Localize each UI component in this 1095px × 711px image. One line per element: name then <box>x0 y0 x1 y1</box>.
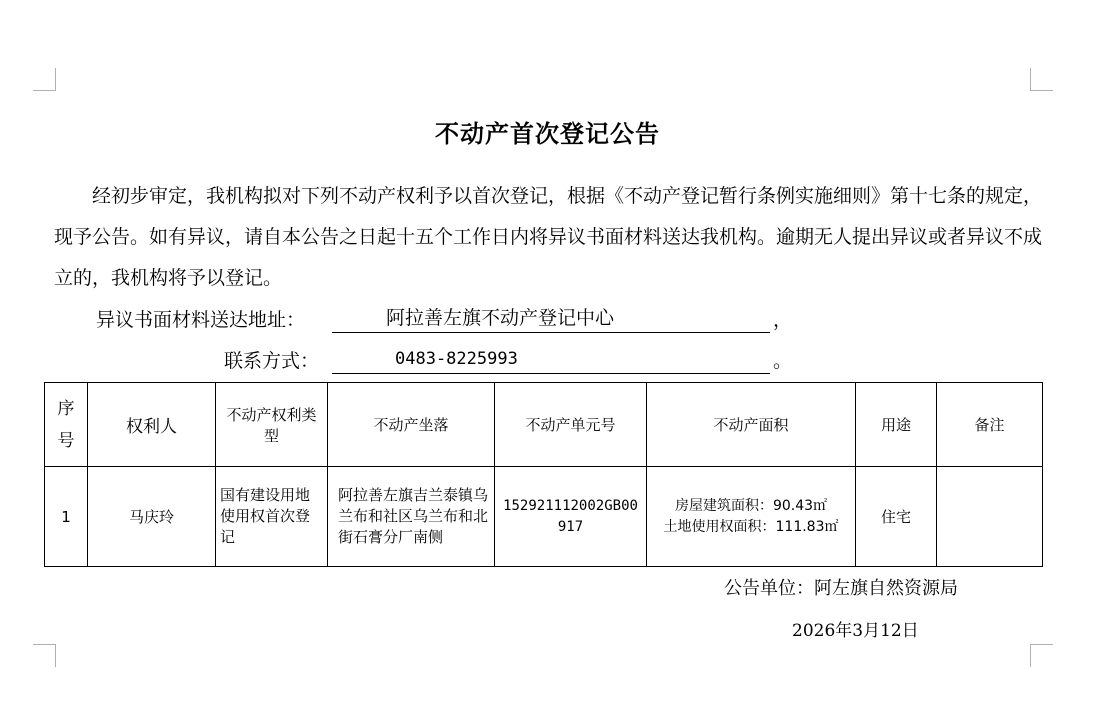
page-corner-mark-top-right <box>1030 68 1053 91</box>
address-row <box>54 305 814 335</box>
intro-paragraph: 经初步审定，我机构拟对下列不动产权利予以首次登记，根据《不动产登记暂行条例实施细则》第十七条的规定，现予公告。如有异议，请自本公告之日起十五个工作日内将异议书面材料送达我机构。逾期无人提出异议或者异议不成立的，我机构将予以登记。 <box>54 185 1043 289</box>
document-title: 不动产首次登记公告 <box>435 119 660 148</box>
address-value: 阿拉善左旗不动产登记中心 <box>386 307 615 329</box>
page-corner-mark-bottom-right <box>1030 644 1053 667</box>
table-row <box>45 467 1043 567</box>
table-header-row <box>45 383 1043 467</box>
address-punctuation: ， <box>773 309 793 331</box>
contact-value-line <box>332 346 770 374</box>
issue-date: 2026年3月12日 <box>792 621 919 641</box>
contact-row <box>54 346 814 376</box>
cell-usage: 住宅 <box>856 467 937 567</box>
header-location: 不动产坐落 <box>328 383 495 467</box>
page-corner-mark-top-left <box>33 68 56 91</box>
cell-seq: 1 <box>45 467 88 567</box>
header-right-type: 不动产权利类型 <box>216 383 328 467</box>
cell-holder: 马庆玲 <box>88 467 216 567</box>
cell-area-land: 土地使用权面积：111.83㎡ <box>663 518 839 535</box>
header-remark: 备注 <box>937 383 1043 467</box>
cell-location: 阿拉善左旗吉兰泰镇乌兰布和社区乌兰布和北街石膏分厂南侧 <box>328 467 495 567</box>
header-usage: 用途 <box>856 383 937 467</box>
registration-table <box>44 382 1043 567</box>
contact-punctuation: 。 <box>773 350 793 372</box>
contact-label: 联系方式： <box>224 350 320 372</box>
cell-area <box>647 467 856 567</box>
header-area: 不动产面积 <box>647 383 856 467</box>
header-seq: 序号 <box>45 383 88 467</box>
page-corner-mark-bottom-left <box>33 644 56 667</box>
address-label: 异议书面材料送达地址： <box>96 309 306 331</box>
cell-remark <box>937 467 1043 567</box>
header-unit-no: 不动产单元号 <box>495 383 647 467</box>
address-value-line <box>332 305 770 333</box>
cell-area-building: 房屋建筑面积：90.43㎡ <box>674 497 828 514</box>
issuing-unit: 公告单位：阿左旗自然资源局 <box>724 578 958 599</box>
contact-value: 0483-8225993 <box>395 349 518 369</box>
header-holder: 权利人 <box>88 383 216 467</box>
cell-unit-no: 152921112002GB00917 <box>495 467 647 567</box>
cell-right-type: 国有建设用地使用权首次登记 <box>216 467 328 567</box>
